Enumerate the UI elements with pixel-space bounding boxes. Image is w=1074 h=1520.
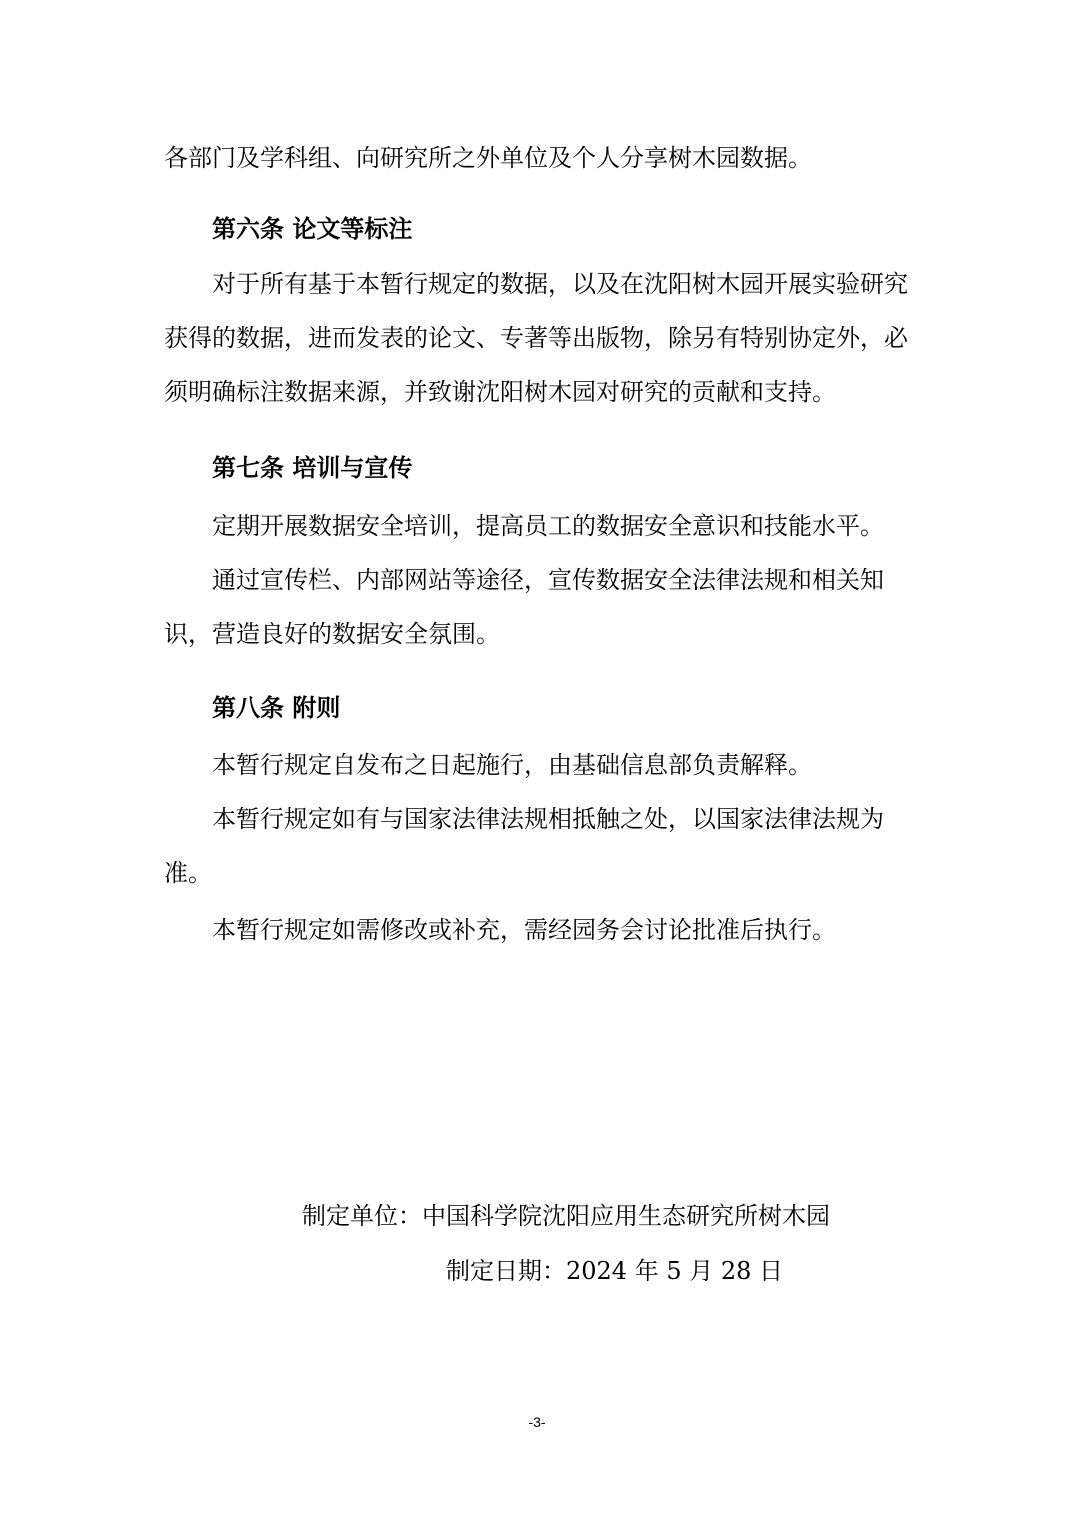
issue-date: 制定日期：2024 年 5 月 28 日 [446, 1257, 784, 1285]
section-heading-article-7: 第七条 培训与宣传 [212, 453, 413, 482]
paragraph-article-8-1: 本暂行规定自发布之日起施行，由基础信息部负责解释。 [212, 751, 812, 779]
paragraph-article-7-2: 通过宣传栏、内部网站等途径，宣传数据安全法律法规和相关知识，营造良好的数据安全氛围。 [164, 566, 884, 648]
paragraph-article-6-1: 对于所有基于本暂行规定的数据，以及在沈阳树木园开展实验研究获得的数据，进而发表的论文、专著等出版物，除另有特别协定外，必须明确标注数据来源，并致谢沈阳树木园对研究的贡献和支持。 [164, 270, 908, 406]
page-number: -3- [528, 1414, 546, 1430]
continuation-line: 各部门及学科组、向研究所之外单位及个人分享树木园数据。 [164, 144, 812, 172]
section-heading-article-6: 第六条 论文等标注 [212, 214, 413, 243]
issuing-unit: 制定单位：中国科学院沈阳应用生态研究所树木园 [302, 1202, 830, 1230]
paragraph-article-8-3: 本暂行规定如需修改或补充，需经园务会讨论批准后执行。 [212, 916, 836, 944]
paragraph-article-7-1: 定期开展数据安全培训，提高员工的数据安全意识和技能水平。 [212, 512, 884, 540]
section-heading-article-8: 第八条 附则 [212, 693, 341, 722]
paragraph-article-8-2: 本暂行规定如有与国家法律法规相抵触之处，以国家法律法规为准。 [164, 805, 884, 887]
